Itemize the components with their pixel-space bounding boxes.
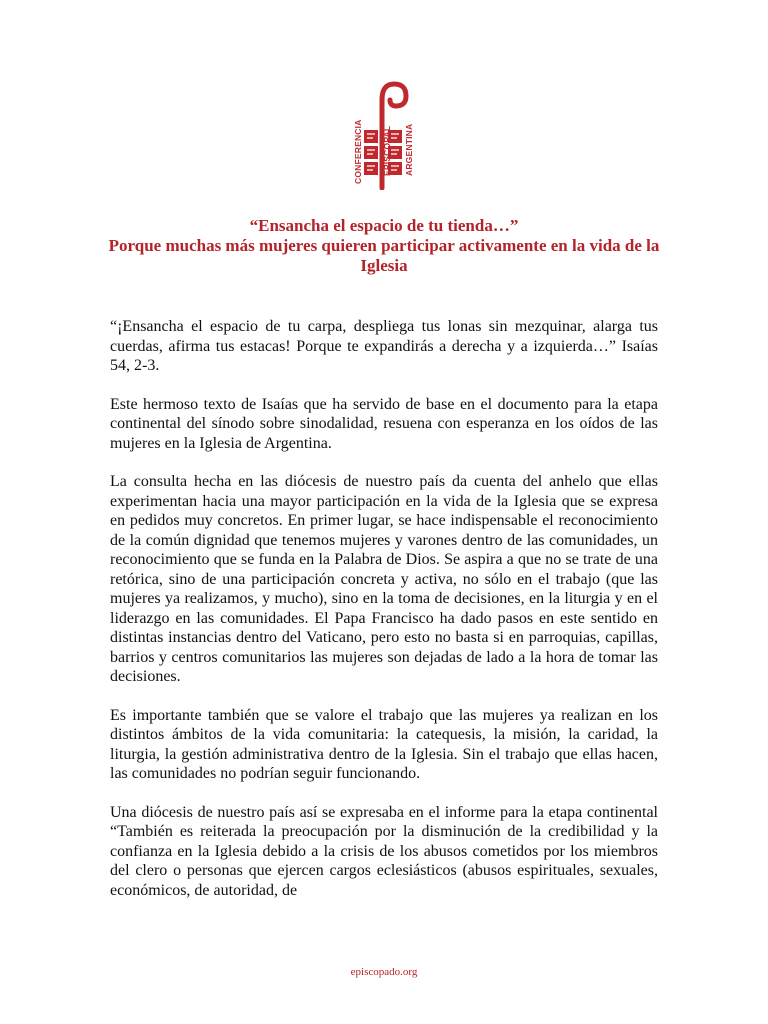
logo-text-top: EPISCOPAL: [382, 125, 392, 176]
document-title: [100, 216, 668, 276]
title-line-1: “Ensancha el espacio de tu tienda…”: [249, 216, 519, 235]
paragraph: Es importante también que se valore el trabajo que las mujeres ya realizan en los distintos ámbitos de la vida comunitaria: la catequesis, la misión, la caridad, la liturgia, la gestión administrativa dentro de la Iglesia. Sin el trabajo que ellas hacen, las comunidades no podrían seguir funcionando.: [110, 706, 658, 782]
logo-text-left: CONFERENCIA: [353, 119, 363, 184]
document-body: [110, 317, 658, 919]
logo-text-right: ARGENTINA: [404, 123, 414, 176]
conference-seal-icon: [352, 80, 428, 190]
paragraph: Este hermoso texto de Isaías que ha servido de base en el documento para la etapa continental del sínodo sobre sinodalidad, resuena con esperanza en los oídos de las mujeres en la Iglesia de Argentina.: [110, 395, 658, 452]
paragraph: La consulta hecha en las diócesis de nuestro país da cuenta del anhelo que ellas experimentan hacia una mayor participación en la vida de la Iglesia que se expresa en pedidos muy concretos. En primer lugar, se hace indispensable el reconocimiento de la común dignidad que tenemos mujeres y varones dentro de las comunidades, un reconocimiento que se funda en la Palabra de Dios. Se aspira a que no se trate de una retórica, sino de una participación concreta y activa, no sólo en el trabajo (que las mujeres ya realizamos, y mucho), sino en la toma de decisiones, en la liturgia y en el liderazgo en las comunidades. El Papa Francisco ha dado pasos en este sentido en distintas instancias dentro del Vaticano, pero esto no basta si en parroquias, capillas, barrios y centros comunitarios las mujeres son dejadas de lado a la hora de tomar las decisiones.: [110, 473, 658, 685]
logo-emblem: [352, 80, 428, 190]
footer-link[interactable]: episcopado.org: [350, 966, 418, 978]
title-line-2: Porque muchas más mujeres quieren participar activamente en la vida de la Iglesia: [108, 236, 660, 275]
paragraph: “¡Ensancha el espacio de tu carpa, despliega tus lonas sin mezquinar, alarga tus cuerdas, afirma tus estacas! Porque te expandirás a derecha y a izquierda…” Isaías 54, 2-3.: [110, 318, 658, 374]
paragraph: Una diócesis de nuestro país así se expresaba en el informe para la etapa continental “También es reiterada la preocupación por la disminución de la credibilidad y la confianza en la Iglesia debido a la crisis de los abusos cometidos por los miembros del clero o personas que ejercen cargos eclesiásticos (abusos espirituales, sexuales, económicos, de autoridad, de: [110, 803, 658, 899]
